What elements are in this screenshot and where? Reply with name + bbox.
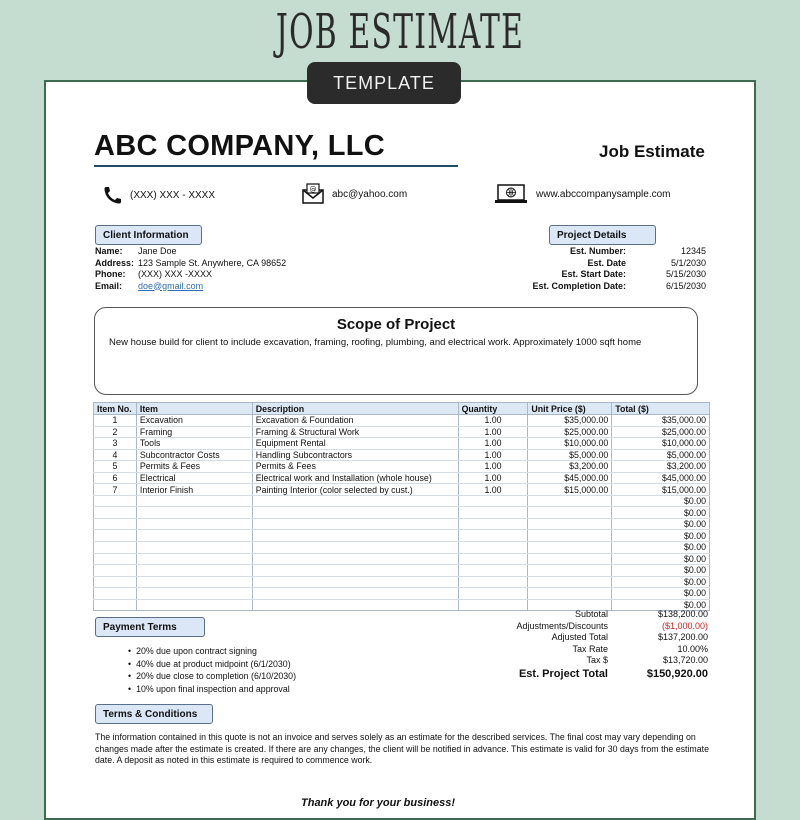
company-website: www.abccompanysample.com bbox=[536, 188, 671, 200]
item-description bbox=[252, 565, 458, 577]
envelope-icon bbox=[302, 183, 324, 205]
estimate-document bbox=[44, 80, 756, 820]
item-number: 7 bbox=[94, 484, 137, 496]
item-description: Permits & Fees bbox=[252, 461, 458, 473]
item-description bbox=[252, 530, 458, 542]
item-quantity: 1.00 bbox=[458, 484, 528, 496]
item-description bbox=[252, 588, 458, 600]
client-phone: (XXX) XXX -XXXX bbox=[138, 269, 213, 279]
grand-total-label: Est. Project Total bbox=[518, 667, 608, 680]
table-row bbox=[94, 553, 710, 565]
item-unit-price: $5,000.00 bbox=[528, 449, 612, 461]
item-name bbox=[136, 599, 252, 611]
laptop-globe-icon bbox=[494, 184, 528, 204]
item-description bbox=[252, 599, 458, 611]
name-label: Name: bbox=[95, 246, 123, 256]
est-number-label: Est. Number: bbox=[569, 246, 626, 256]
item-description bbox=[252, 495, 458, 507]
phone-label: Phone: bbox=[95, 269, 126, 279]
item-number: 1 bbox=[94, 415, 137, 427]
item-description: Painting Interior (color selected by cust.) bbox=[252, 484, 458, 496]
adjusted-total-value: $137,200.00 bbox=[657, 632, 708, 643]
item-name: Electrical bbox=[136, 472, 252, 484]
line-items-table bbox=[93, 402, 710, 611]
est-number: 12345 bbox=[680, 246, 706, 256]
table-row bbox=[94, 530, 710, 542]
contact-email bbox=[302, 183, 407, 205]
scope-text: New house build for client to include excavation, framing, roofing, plumbing, and electrical work. Approximately 1000 sqft home bbox=[109, 337, 642, 348]
item-description: Handling Subcontractors bbox=[252, 449, 458, 461]
item-total: $45,000.00 bbox=[612, 472, 710, 484]
item-total: $0.00 bbox=[612, 530, 710, 542]
item-total: $0.00 bbox=[612, 599, 710, 611]
item-total: $3,200.00 bbox=[612, 461, 710, 473]
contact-website bbox=[494, 184, 671, 204]
item-unit-price: $10,000.00 bbox=[528, 438, 612, 450]
svg-text:@: @ bbox=[309, 185, 317, 194]
adjustments-value: ($1,000.00) bbox=[661, 620, 708, 631]
item-total: $0.00 bbox=[612, 507, 710, 519]
item-name: Subcontractor Costs bbox=[136, 449, 252, 461]
payment-term-item: • 10% upon final inspection and approval bbox=[128, 683, 296, 696]
client-email-link[interactable]: doe@gmail.com bbox=[138, 280, 204, 291]
table-header-row bbox=[94, 403, 710, 415]
table-row bbox=[94, 588, 710, 600]
item-number: 3 bbox=[94, 438, 137, 450]
item-quantity: 1.00 bbox=[458, 415, 528, 427]
item-quantity: 1.00 bbox=[458, 438, 528, 450]
item-quantity bbox=[458, 588, 528, 600]
item-number bbox=[94, 553, 137, 565]
item-number: 6 bbox=[94, 472, 137, 484]
item-number bbox=[94, 599, 137, 611]
item-total: $0.00 bbox=[612, 495, 710, 507]
client-info bbox=[95, 246, 286, 292]
item-description: Electrical work and Installation (whole house) bbox=[252, 472, 458, 484]
item-description: Equipment Rental bbox=[252, 438, 458, 450]
item-quantity: 1.00 bbox=[458, 426, 528, 438]
contact-phone bbox=[102, 186, 215, 204]
subtotal-value: $138,200.00 bbox=[657, 609, 708, 619]
table-row bbox=[94, 518, 710, 530]
item-description bbox=[252, 507, 458, 519]
item-total: $0.00 bbox=[612, 565, 710, 577]
table-row bbox=[94, 449, 710, 461]
table-row bbox=[94, 438, 710, 450]
banner-title: JOB ESTIMATE bbox=[275, 4, 525, 60]
totals-block bbox=[464, 609, 708, 684]
tax-rate-value: 10.00% bbox=[677, 643, 708, 654]
table-row bbox=[94, 507, 710, 519]
item-name bbox=[136, 530, 252, 542]
est-start-label: Est. Start Date: bbox=[561, 269, 626, 279]
item-number bbox=[94, 507, 137, 519]
header-unit-price: Unit Price ($) bbox=[528, 403, 612, 415]
terms-conditions-heading: Terms & Conditions bbox=[95, 704, 213, 724]
item-unit-price bbox=[528, 530, 612, 542]
est-completion-label: Est. Completion Date: bbox=[532, 280, 626, 291]
payment-term-item: • 40% due at product midpoint (6/1/2030) bbox=[128, 658, 296, 671]
item-total: $10,000.00 bbox=[612, 438, 710, 450]
table-row bbox=[94, 484, 710, 496]
table-row bbox=[94, 565, 710, 577]
company-name: ABC COMPANY, LLC bbox=[94, 130, 386, 162]
table-row bbox=[94, 542, 710, 554]
item-quantity bbox=[458, 507, 528, 519]
address-label: Address: bbox=[95, 257, 135, 268]
adjusted-total-label: Adjusted Total bbox=[551, 632, 608, 643]
item-number bbox=[94, 588, 137, 600]
item-name: Permits & Fees bbox=[136, 461, 252, 473]
terms-conditions-text: The information contained in this quote is not an invoice and serves solely as an estimate for the described services. The final cost may vary depending on changes made after the estimate is created. If there are any changes, the client will be notified in advance. This estimate is valid for 30 days from the estimate date. A deposit as noted in this estimate is required to commence work. bbox=[95, 732, 709, 765]
header-item: Item bbox=[136, 403, 252, 415]
est-date: 5/1/2030 bbox=[670, 257, 706, 268]
item-name bbox=[136, 518, 252, 530]
item-total: $0.00 bbox=[612, 518, 710, 530]
tax-amount-value: $13,720.00 bbox=[662, 655, 708, 666]
phone-icon bbox=[102, 186, 122, 204]
table-row bbox=[94, 576, 710, 588]
item-unit-price bbox=[528, 588, 612, 600]
item-description: Excavation & Foundation bbox=[252, 415, 458, 427]
header-quantity: Quantity bbox=[458, 403, 528, 415]
company-email: abc@yahoo.com bbox=[332, 188, 408, 200]
item-unit-price bbox=[528, 542, 612, 554]
item-quantity bbox=[458, 553, 528, 565]
subtotal-label: Subtotal bbox=[574, 609, 608, 619]
item-number bbox=[94, 576, 137, 588]
table-row bbox=[94, 472, 710, 484]
item-unit-price: $25,000.00 bbox=[528, 426, 612, 438]
document-title: Job Estimate bbox=[599, 142, 705, 161]
item-number bbox=[94, 565, 137, 577]
payment-term-item: • 20% due upon contract signing bbox=[128, 645, 296, 658]
item-name: Framing bbox=[136, 426, 252, 438]
item-unit-price bbox=[528, 518, 612, 530]
scope-box bbox=[94, 307, 698, 395]
header-description: Description bbox=[252, 403, 458, 415]
item-number bbox=[94, 542, 137, 554]
item-total: $0.00 bbox=[612, 588, 710, 600]
item-name bbox=[136, 576, 252, 588]
item-name bbox=[136, 553, 252, 565]
payment-terms-heading: Payment Terms bbox=[95, 617, 205, 637]
item-unit-price bbox=[528, 565, 612, 577]
est-completion-date: 6/15/2030 bbox=[665, 280, 706, 291]
client-name: Jane Doe bbox=[138, 246, 177, 256]
item-number: 2 bbox=[94, 426, 137, 438]
item-description bbox=[252, 518, 458, 530]
item-unit-price: $45,000.00 bbox=[528, 472, 612, 484]
scope-title: Scope of Project bbox=[336, 316, 456, 333]
thank-you-note: Thank you for your business! bbox=[301, 797, 456, 809]
item-number: 4 bbox=[94, 449, 137, 461]
item-name bbox=[136, 507, 252, 519]
item-name bbox=[136, 542, 252, 554]
tax-rate-label: Tax Rate bbox=[572, 643, 608, 654]
header-item-no: Item No. bbox=[94, 403, 137, 415]
client-address: 123 Sample St. Anywhere, CA 98652 bbox=[138, 257, 287, 268]
item-number: 5 bbox=[94, 461, 137, 473]
item-name: Interior Finish bbox=[136, 484, 252, 496]
item-total: $15,000.00 bbox=[612, 484, 710, 496]
table-row bbox=[94, 461, 710, 473]
item-total: $0.00 bbox=[612, 553, 710, 565]
item-quantity bbox=[458, 530, 528, 542]
item-total: $5,000.00 bbox=[612, 449, 710, 461]
grand-total-value: $150,920.00 bbox=[646, 667, 708, 680]
item-description bbox=[252, 542, 458, 554]
item-total: $0.00 bbox=[612, 576, 710, 588]
item-description bbox=[252, 576, 458, 588]
est-date-label: Est. Date bbox=[587, 257, 626, 268]
item-name bbox=[136, 588, 252, 600]
item-unit-price bbox=[528, 495, 612, 507]
item-total: $35,000.00 bbox=[612, 415, 710, 427]
company-underline bbox=[94, 165, 458, 167]
email-label: Email: bbox=[95, 280, 123, 291]
item-number bbox=[94, 518, 137, 530]
est-start-date: 5/15/2030 bbox=[665, 269, 706, 279]
item-description: Framing & Structural Work bbox=[252, 426, 458, 438]
item-number bbox=[94, 495, 137, 507]
item-total: $0.00 bbox=[612, 542, 710, 554]
table-row bbox=[94, 495, 710, 507]
item-name bbox=[136, 495, 252, 507]
item-number bbox=[94, 530, 137, 542]
item-quantity bbox=[458, 565, 528, 577]
item-name: Excavation bbox=[136, 415, 252, 427]
item-description bbox=[252, 553, 458, 565]
item-quantity bbox=[458, 518, 528, 530]
item-unit-price bbox=[528, 576, 612, 588]
item-unit-price: $15,000.00 bbox=[528, 484, 612, 496]
table-row bbox=[94, 426, 710, 438]
table-row bbox=[94, 415, 710, 427]
payment-terms-list bbox=[128, 645, 296, 695]
item-name bbox=[136, 565, 252, 577]
company-phone: (XXX) XXX - XXXX bbox=[130, 189, 216, 201]
item-quantity: 1.00 bbox=[458, 461, 528, 473]
payment-term-item: • 20% due close to completion (6/10/2030) bbox=[128, 670, 296, 683]
item-quantity bbox=[458, 576, 528, 588]
header-total: Total ($) bbox=[612, 403, 710, 415]
item-quantity: 1.00 bbox=[458, 449, 528, 461]
client-information-heading: Client Information bbox=[95, 225, 202, 245]
item-unit-price bbox=[528, 507, 612, 519]
item-total: $25,000.00 bbox=[612, 426, 710, 438]
banner-subtitle: TEMPLATE bbox=[307, 62, 461, 104]
item-name: Tools bbox=[136, 438, 252, 450]
item-unit-price: $3,200.00 bbox=[528, 461, 612, 473]
item-unit-price bbox=[528, 553, 612, 565]
item-quantity: 1.00 bbox=[458, 472, 528, 484]
tax-amount-label: Tax $ bbox=[586, 655, 608, 666]
adjustments-label: Adjustments/Discounts bbox=[516, 620, 608, 631]
project-details-heading: Project Details bbox=[549, 225, 656, 245]
item-quantity bbox=[458, 542, 528, 554]
project-info bbox=[466, 246, 706, 292]
item-unit-price: $35,000.00 bbox=[528, 415, 612, 427]
item-quantity bbox=[458, 495, 528, 507]
